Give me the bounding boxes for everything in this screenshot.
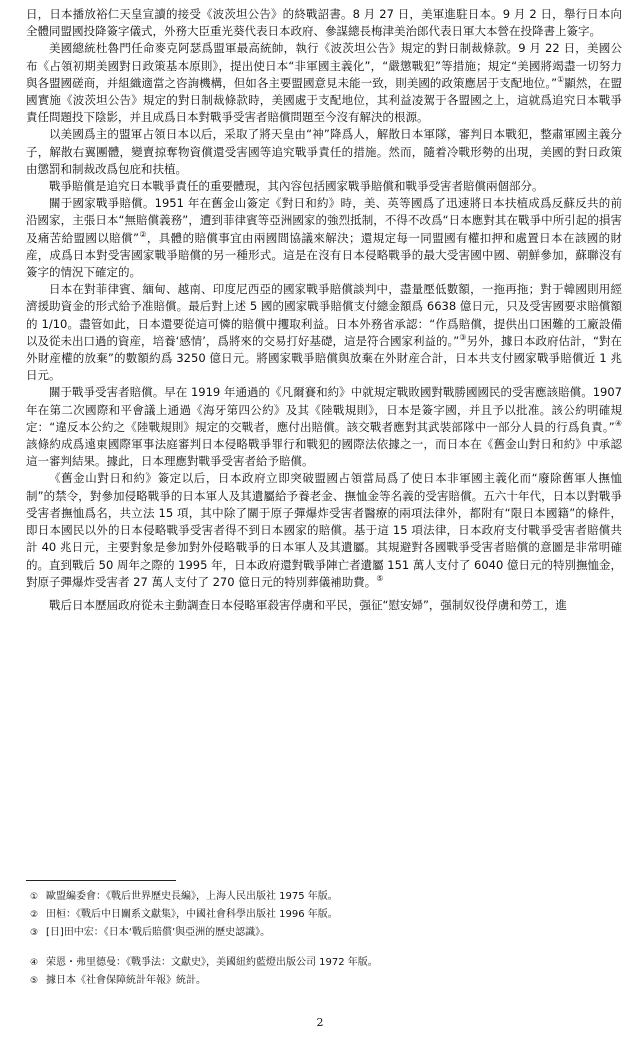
paragraph-text: ，具體的賠償事宜由兩國間協議來解決；還規定每一同盟國有權扣押和處置日本在該國的財産，成爲日本對受害國家戰爭賠償的另一種形式。這是在沒有日本侵略戰爭的最大受害國中國、朝鮮參加，蘇聯沒有簽字的情況下確定的。 — [26, 230, 623, 280]
paragraph-text: 另外，據日本政府估計，“對在外財産權的放棄”的數額約爲 3250 億日元。將國家戰爭賠償與放棄在外財産合計，日本共支付國家戰爭賠償近 1 兆日元。 — [26, 333, 622, 383]
footnote-item — [30, 954, 610, 972]
paragraph-text: 關于國家戰爭賠償。1951 年在舊金山簽定《對日和約》時，美、英等國爲了迅速將日本扶植成爲反蘇反共的前沿國家，主張日本“無賠償義務”，遭到菲律賓等亞洲國家的強烈抵制，不得不改爲“日本應對其在戰爭中所引起的損害及痛苦給盟國以賠償” — [26, 196, 622, 245]
footnote-mark: ④ — [30, 958, 39, 968]
footnote-mark: ② — [30, 910, 39, 920]
footnote-reference: ④ — [614, 419, 622, 429]
paragraph — [26, 40, 622, 126]
paragraph — [26, 281, 622, 384]
page-number: 2 — [316, 1016, 324, 1029]
paragraph — [26, 178, 622, 195]
paragraph — [26, 597, 622, 614]
footnote-mark: ⑤ — [30, 976, 39, 986]
paragraph-text: 戰爭賠償是追究日本戰爭責任的重要體現，其內容包括國家戰爭賠償和戰爭受害者賠償兩個部分。 — [49, 179, 544, 194]
footnote-text: 荣恩・弗里德曼：《戰爭法：文獻史》，美國紐約藍燈出版公司 1972 年版。 — [46, 957, 378, 968]
paragraph-text: 以美國爲主的盟軍占領日本以后，采取了將天皇由“神”降爲人，解散日本軍隊，審判日本戰犯，整肅軍國主義分子，解散右翼團體，變賣掠奪物資償還受害國等追究戰爭責任的措施。然而，隨着冷戰形勢的出現，美國的對日政策由懲罰和制裁改爲包庇和扶植。 — [26, 127, 622, 176]
footnote-mark: ① — [30, 892, 39, 902]
paragraph-text: 美國總統杜魯門任命麥克阿瑟爲盟軍最高統帥，執行《波茨坦公告》規定的對日制裁條款。9 月 22 日，美國公布《占領初期美國對日政策基本原則》，提出使日本“非軍國主義化”，“嚴懲戰犯”等措施；規定“美國將竭盡一切努力與各盟國磋商，并組織適當之咨詢機構，但如各主要盟國意見未能一致，則美國的政策應居于支配地位。” — [26, 41, 622, 90]
paragraph-text: 戰后日本歷屆政府從未主動調查日本侵略軍殺害俘虜和平民，强征“慰安婦”，强制奴役俘虜和勞工，進 — [49, 597, 567, 612]
body-text — [26, 6, 622, 614]
footnote-text: 歐盟編委會：《戰后世界歷史長編》，上海人民出版社 1975 年版。 — [46, 891, 338, 902]
footnote-reference: ⑤ — [376, 573, 384, 583]
footnote-item — [30, 888, 610, 906]
footnote-text: [日]田中宏：《日本‘戰后賠償’與亞洲的歷史認識》。 — [46, 927, 271, 938]
footnote-item — [30, 924, 610, 942]
paragraph-text: 日，日本播放裕仁天皇宣讀的接受《波茨坦公告》的終戰詔書。8 月 27 日，美軍進駐日本。9 月 2 日，舉行日本向全體同盟國投降簽字儀式，外務大臣重光葵代表日本政府、參謀總長梅津美治郎代表日軍大本營在投降書上簽字。 — [26, 7, 622, 39]
paragraph-text: 顯然，在盟國實施《波茨坦公告》規定的對日制裁條款時，美國處于支配地位，其利益凌駕于各盟國之上，這就爲追究日本戰爭責任問題投下陰影，并且成爲日本對戰爭受害者賠償問題至今沒有解決的根源。 — [26, 75, 623, 125]
paragraph — [26, 6, 622, 40]
paragraph — [26, 384, 622, 470]
paragraph — [26, 126, 622, 178]
footnote-reference: ③ — [459, 333, 467, 343]
footnotes — [30, 888, 610, 990]
paragraph — [26, 470, 622, 590]
paragraph-text: 關于戰爭受害者賠償。早在 1919 年通過的《凡爾賽和約》中就規定戰敗國對戰勝國國民的受害應該賠償。1907 年在第二次國際和平會議上通過《海牙第四公約》及其《陸戰規則》，日本是簽字國，并且予以批准。該公約明確規定：“違反本公約之《陸戰規則》規定的交戰者，應付出賠償。該交戰者應對其武裝部隊中一部分人員的行爲負責。” — [26, 385, 622, 434]
footnote-item — [30, 906, 610, 924]
footnote-mark: ③ — [30, 928, 39, 938]
footnote-reference: ② — [138, 229, 147, 239]
paragraph — [26, 195, 622, 281]
footnote-item — [30, 972, 610, 990]
footnote-text: 田桓：《戰后中日關系文獻集》，中國社會科學出版社 1996 年版。 — [46, 909, 338, 920]
paragraph-text: 該條約成爲遠東國際軍事法庭審判日本侵略戰爭罪行和戰犯的國際法依據之一，而日本在《舊金山對日和約》中承認這一審判結果。據此，日本理應對戰爭受害者給予賠償。 — [26, 437, 622, 469]
footnote-text: 據日本《社會保障統計年報》統計。 — [46, 975, 206, 986]
footnote-divider — [26, 880, 176, 881]
paragraph-text: 《舊金山對日和約》簽定以后，日本政府立即突破盟國占領當局爲了使日本非軍國主義化而“廢除舊軍人撫恤制”的禁令，對參加侵略戰爭的日本軍人及其遺屬給予養老金、撫恤金等名義的受害賠償。五六十年代，日本以對戰爭受害者撫恤爲名，共立法 15 項，其中除了關于原子彈爆炸受害者醫療的兩項法律外，都附有“限日本國籍”的條件，即日本國民以外的日本侵略戰爭受害者得不到日本國家的賠償。基于這 15 項法律，日本政府支付戰爭受害者賠償共計 40 兆日元，主要對象是參加對外侵略戰爭的日本軍人及其遺屬。其規避對各國戰爭受害者賠償的意圖是非常明確的。直到戰后 50 周年之際的 1995 年，日本政府還對戰爭陣亡者遺屬 151 萬人支付了 6040 億日元的特別撫恤金，對原子彈爆炸受害者 27 萬人支付了 270 億日元的特別葬儀補助費。 — [26, 471, 622, 589]
footnote-reference: ① — [557, 74, 565, 84]
paragraph-text: 日本在對菲律賓、緬甸、越南、印度尼西亞的國家戰爭賠償談判中，盡量壓低數額，一拖再拖；對于韓國則用經濟援助資金的形式給予准賠償。最后對上述 5 國的國家戰爭賠償支付總金額爲 6638 億日元，只及受害國要求賠償額的 1/10。盡管如此，日本還要從這可憐的賠償中攫取利益。日本外務省承認：“作爲賠償，提供出口困難的工廠設備以及從未出口過的資産，培養‘感情’，爲將來的交易打好基礎，這是符合國家利益的。” — [26, 282, 622, 348]
